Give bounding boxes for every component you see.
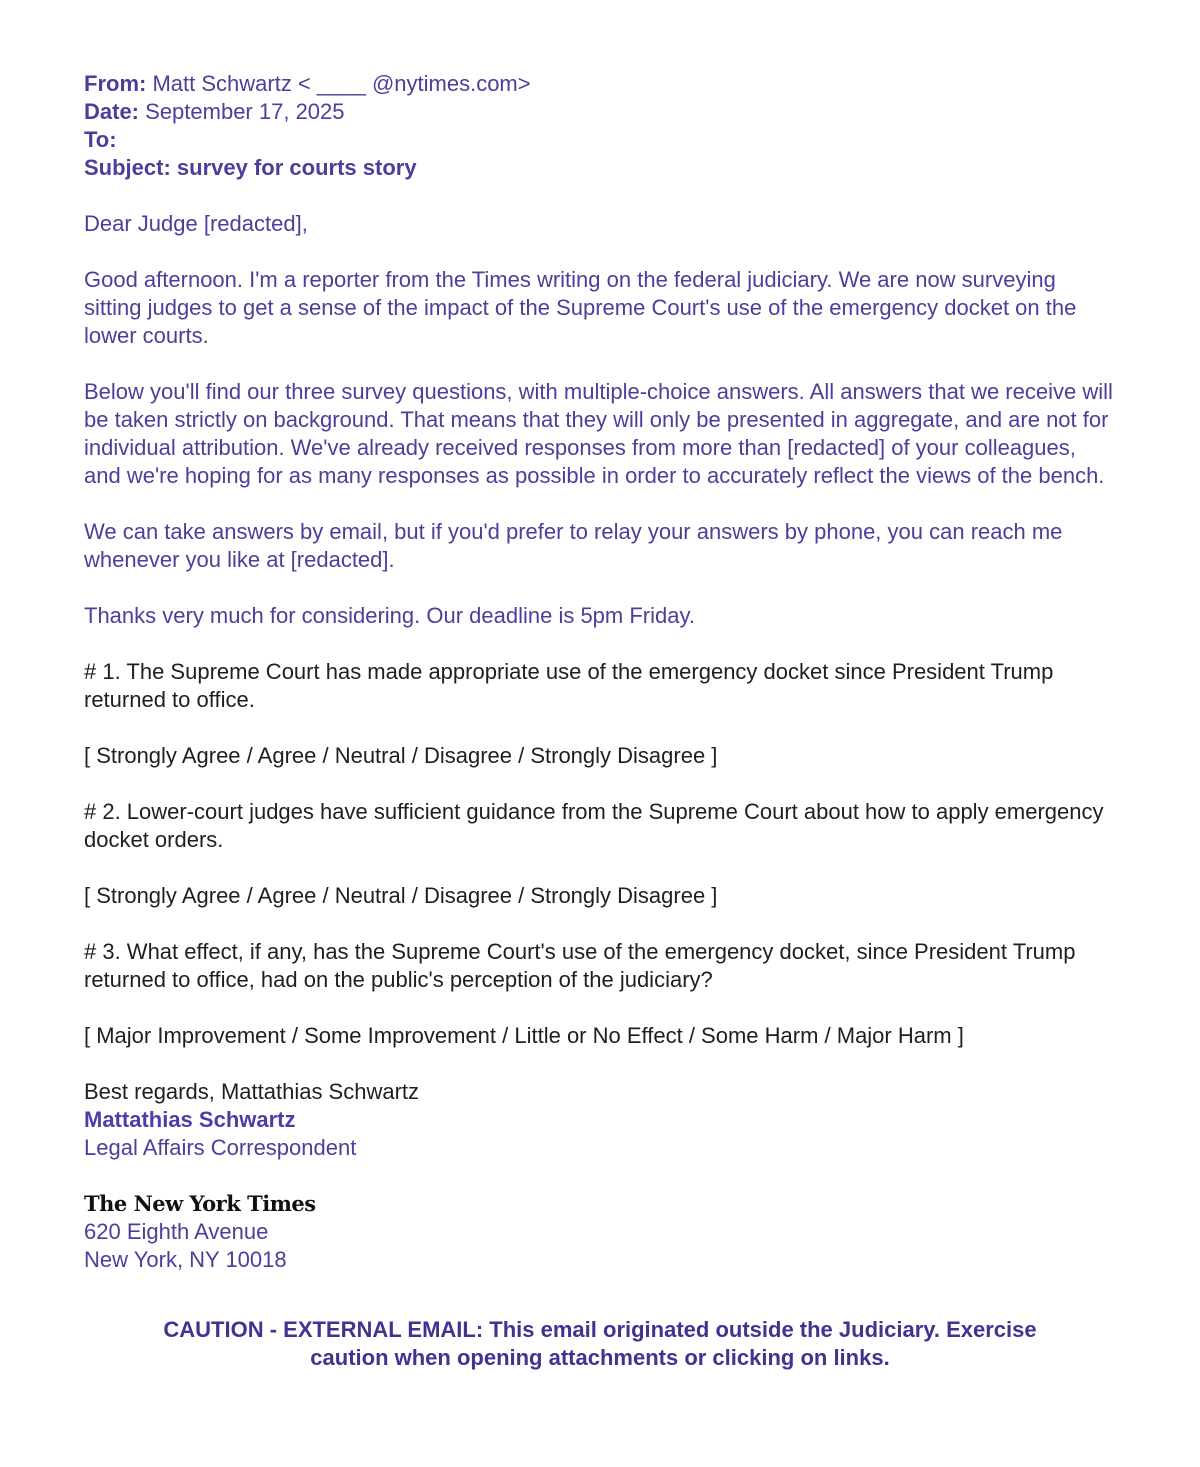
email-document bbox=[84, 70, 1114, 1274]
caution-line-1: CAUTION - EXTERNAL EMAIL: This email originated outside the Judiciary. Exercise bbox=[163, 1317, 1037, 1342]
from-line bbox=[84, 70, 1114, 98]
address-line-2: New York, NY 10018 bbox=[84, 1247, 287, 1272]
deadline-paragraph: Thanks very much for considering. Our deadline is 5pm Friday. bbox=[84, 603, 695, 628]
to-label: To: bbox=[84, 127, 117, 152]
closing: Best regards, Mattathias Schwartz bbox=[84, 1079, 420, 1104]
date-value: September 17, 2025 bbox=[145, 99, 345, 124]
signature-block bbox=[84, 1078, 1114, 1274]
background-paragraph: Below you'll find our three survey questions, with multiple-choice answers. All answers that we receive will be taken strictly on background. That means that they will only be presented in aggregate, and are not for individual attribution. We've already received responses from more than [redacted] of your colleagues, and we're hoping for as many responses as possible in order to accurately reflect the views of the bench. bbox=[84, 379, 1113, 488]
subject-line bbox=[84, 154, 1114, 182]
address-line-1: 620 Eighth Avenue bbox=[84, 1219, 269, 1244]
intro-paragraph: Good afternoon. I'm a reporter from the Times writing on the federal judiciary. We are now surveying sitting judges to get a sense of the impact of the Supreme Court's use of the emergency docket on the lower courts. bbox=[84, 267, 1077, 348]
from-label: From: bbox=[84, 71, 147, 96]
from-value: Matt Schwartz < ____ @nytimes.com> bbox=[152, 71, 531, 96]
question-1: # 1. The Supreme Court has made appropriate use of the emergency docket since President Trump returned to office. bbox=[84, 659, 1054, 712]
email-header bbox=[84, 70, 1114, 182]
subject-value: survey for courts story bbox=[176, 155, 417, 180]
caution-line-2: caution when opening attachments or clicking on links. bbox=[310, 1345, 890, 1370]
signature-title: Legal Affairs Correspondent bbox=[84, 1135, 357, 1160]
question-2-options: [ Strongly Agree / Agree / Neutral / Disagree / Strongly Disagree ] bbox=[84, 883, 718, 908]
signature-name: Mattathias Schwartz bbox=[84, 1107, 296, 1132]
nyt-logo: The New York Times bbox=[84, 1191, 316, 1216]
question-3-options: [ Major Improvement / Some Improvement / Little or No Effect / Some Harm / Major Harm ] bbox=[84, 1023, 964, 1048]
date-line bbox=[84, 98, 1114, 126]
question-3: # 3. What effect, if any, has the Supreme Court's use of the emergency docket, since President Trump returned to office, had on the public's perception of the judiciary? bbox=[84, 939, 1076, 992]
contact-paragraph: We can take answers by email, but if you'd prefer to relay your answers by phone, you can reach me whenever you like at [redacted]. bbox=[84, 519, 1063, 572]
greeting: Dear Judge [redacted], bbox=[84, 211, 308, 236]
subject-label: Subject: bbox=[84, 155, 171, 180]
date-label: Date: bbox=[84, 99, 140, 124]
to-line bbox=[84, 126, 1114, 154]
question-2: # 2. Lower-court judges have sufficient guidance from the Supreme Court about how to apply emergency docket orders. bbox=[84, 799, 1104, 852]
external-email-caution bbox=[100, 1316, 1100, 1372]
question-1-options: [ Strongly Agree / Agree / Neutral / Disagree / Strongly Disagree ] bbox=[84, 743, 718, 768]
